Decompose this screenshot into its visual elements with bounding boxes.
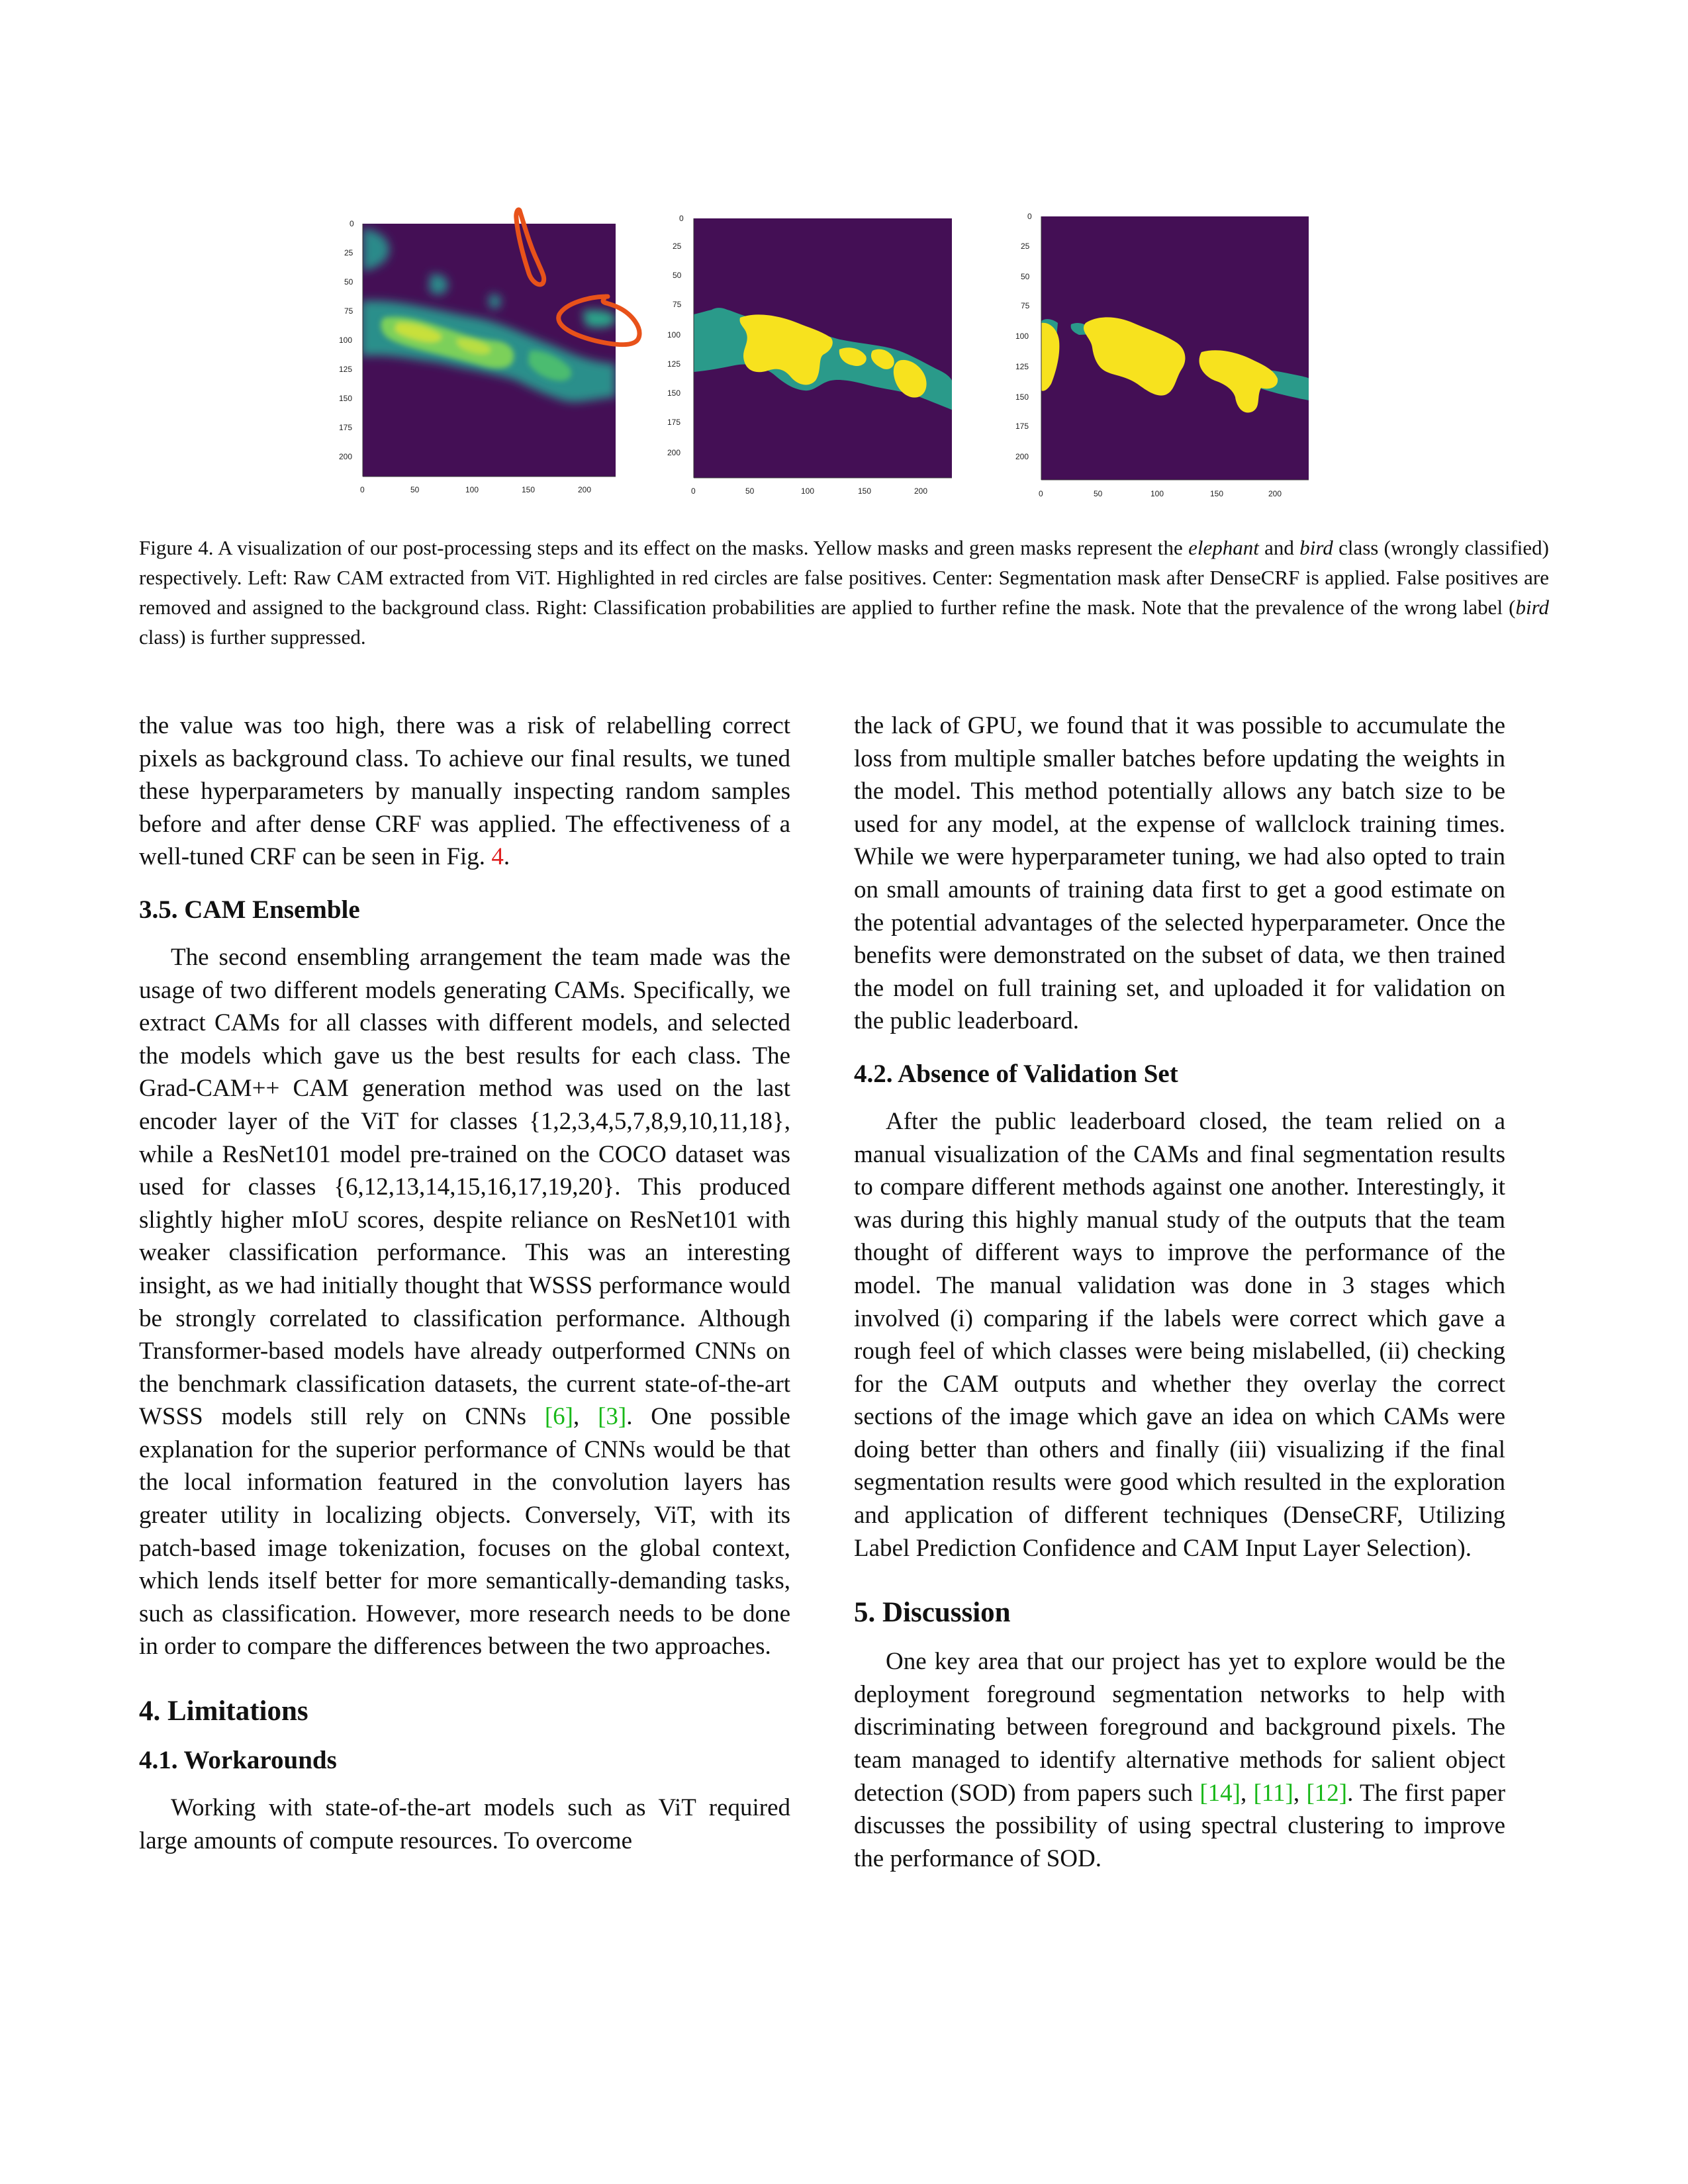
svg-text:150: 150 [1015, 392, 1029, 402]
y-tick-labels-right [1015, 212, 1032, 461]
svg-text:50: 50 [673, 271, 682, 280]
section-heading-4: 4. Limitations [139, 1696, 308, 1727]
svg-text:150: 150 [339, 394, 353, 403]
x-tick-labels-center [691, 486, 927, 496]
svg-text:175: 175 [339, 423, 353, 432]
svg-text:75: 75 [673, 300, 682, 309]
paragraph: Working with state-of-the-art models such as ViT required large amounts of compute resources. To overcome [139, 1794, 790, 1854]
svg-text:100: 100 [667, 330, 681, 340]
citation-link[interactable]: [11] [1253, 1779, 1293, 1807]
paragraph: the value was too high, there was a risk of relabelling correct pixels as background class. To achieve our final results, we tuned these hyperparameters by manually inspecting random samples before and after dense CRF was applied. The effectiveness of a well-tuned CRF can be seen in Fig. 4. [139, 712, 790, 871]
left-column [139, 709, 790, 1857]
y-tick-labels-left [339, 219, 354, 461]
section-heading-4-2: 4.2. Absence of Validation Set [854, 1059, 1178, 1088]
y-tick-labels-center [667, 214, 684, 457]
figure-ref-link[interactable]: 4 [491, 843, 504, 871]
svg-text:200: 200 [339, 452, 353, 461]
svg-text:0: 0 [1027, 212, 1032, 221]
x-tick-labels-right [1039, 489, 1282, 498]
svg-text:50: 50 [1094, 489, 1103, 498]
section-heading-5: 5. Discussion [854, 1597, 1011, 1629]
paragraph: the lack of GPU, we found that it was possible to accumulate the loss from multiple smaller batches before updating the weights in the model. This method potentially allows any batch size to be used for any model, at the expense of wallclock training times. While we were hyperparameter tuning, we had also opted to train on small amounts of training data first to get a good estimate on the potential advantages of the selected hyperparameter. Once the benefits were demonstrated on the subset of data, we then trained the model on full training set, and uploaded it for validation on the public leaderboard. [854, 712, 1505, 1035]
svg-text:175: 175 [667, 418, 681, 427]
svg-text:200: 200 [914, 486, 928, 496]
citation-link[interactable]: [3] [598, 1403, 627, 1431]
x-tick-labels-left [360, 485, 591, 494]
svg-text:100: 100 [1015, 332, 1029, 341]
svg-text:125: 125 [339, 365, 353, 374]
citation-link[interactable]: [14] [1199, 1779, 1241, 1807]
panel-densecrf-mask [667, 214, 953, 496]
svg-text:175: 175 [1015, 422, 1029, 431]
svg-text:0: 0 [679, 214, 684, 223]
paragraph: After the public leaderboard closed, the team relied on a manual visualization of the CAMs and final segmentation results to compare different methods against one another. Interestingly, it was during this highly manual study of the outputs that the team thought of different ways to improve the performance of the model. The manual validation was done in 3 stages which involved (i) comparing if the labels were correct which gave a rough feel of which classes were being mislabelled, (ii) checking for the CAM outputs and whether they overlay the correct sections of the image which gave an idea on which CAMs were doing better than others and finally (iii) visualizing if the final segmentation results were good which resulted in the exploration and application of different techniques (DenseCRF, Utilizing Label Prediction Confidence and CAM Input Layer Selection). [854, 1107, 1505, 1562]
svg-text:50: 50 [410, 485, 420, 494]
svg-text:0: 0 [350, 219, 354, 228]
section-heading-4-1: 4.1. Workarounds [139, 1746, 337, 1775]
svg-text:0: 0 [360, 485, 365, 494]
paragraph: One key area that our project has yet to explore would be the deployment foreground segmentation networks to help with discriminating between foreground and background pixels. The team managed to identify alternative methods for salient object detection (SOD) from papers such [14], [11], [12]. The first paper discusses the possibility of using spectral clustering to improve the performance of SOD. [854, 1648, 1506, 1872]
svg-text:25: 25 [1021, 242, 1030, 251]
svg-text:25: 25 [673, 242, 682, 251]
svg-text:150: 150 [522, 485, 536, 494]
svg-text:75: 75 [344, 306, 353, 316]
svg-text:125: 125 [1015, 362, 1029, 371]
svg-text:150: 150 [1210, 489, 1224, 498]
paragraph: The second ensembling arrangement the team made was the usage of two different models generating CAMs. Specifically, we extract CAMs for all classes with different models, and selected the models which gave us the best results for each class. The Grad-CAM++ CAM generation method was used on the last encoder layer of the ViT for classes {1,2,3,4,5,7,8,9,10,11,18}, while a ResNet101 model pre-trained on the COCO dataset was used for classes {6,12,13,14,15,16,17,19,20}. This produced slightly higher mIoU scores, despite reliance on ResNet101 with weaker classification performance. This was an interesting insight, as we had initially thought that WSSS performance would be strongly correlated to classification performance. Although Transformer-based models have already outperformed CNNs on the benchmark classification datasets, the current state-of-the-art WSSS models still rely on CNNs [6], [3]. One possible explanation for the superior performance of CNNs would be that the local information featured in the convolution layers has greater utility in localizing objects. Conversely, ViT, with its patch-based image tokenization, focuses on the global context, which lends itself better for more semantically-demanding tasks, such as classification. However, more research needs to be done in order to compare the differences between the two approaches. [139, 943, 790, 1661]
svg-text:100: 100 [465, 485, 479, 494]
svg-text:150: 150 [858, 486, 872, 496]
section-heading-3-5: 3.5. CAM Ensemble [139, 895, 360, 924]
svg-text:100: 100 [1150, 489, 1164, 498]
svg-text:125: 125 [667, 359, 681, 369]
svg-text:50: 50 [344, 277, 353, 287]
svg-text:200: 200 [667, 448, 681, 457]
svg-text:75: 75 [1021, 301, 1030, 310]
svg-text:200: 200 [1015, 452, 1029, 461]
svg-text:150: 150 [667, 388, 681, 398]
figure-4 [0, 0, 1688, 516]
svg-text:0: 0 [1039, 489, 1043, 498]
panel-refined-mask [1015, 212, 1309, 498]
svg-text:50: 50 [1021, 272, 1030, 281]
figure-label: Figure 4. [139, 536, 214, 559]
svg-text:200: 200 [1268, 489, 1282, 498]
citation-link[interactable]: [6] [544, 1403, 574, 1431]
svg-text:0: 0 [691, 486, 696, 496]
figure-caption: Figure 4. A visualization of our post-processing steps and its effect on the masks. Yellow masks and green masks represent the elephant and bird class (wrongly classified) respectively. Left: Raw CAM extracted from ViT. Highlighted in red circles are false positives. Center: Segmentation mask after DenseCRF is applied. False positives are removed and assigned to the background class. Right: Classification probabilities are applied to further refine the mask. Note that the prevalence of the wrong label (bird class) is further suppressed. [139, 536, 1549, 649]
citation-link[interactable]: [12] [1306, 1779, 1348, 1807]
svg-text:100: 100 [339, 336, 353, 345]
svg-text:200: 200 [578, 485, 592, 494]
svg-text:25: 25 [344, 248, 353, 257]
right-column [854, 709, 1505, 1875]
figure-4-panels [0, 0, 1688, 516]
panel-raw-cam [339, 210, 639, 494]
svg-text:50: 50 [745, 486, 755, 496]
svg-text:100: 100 [801, 486, 815, 496]
